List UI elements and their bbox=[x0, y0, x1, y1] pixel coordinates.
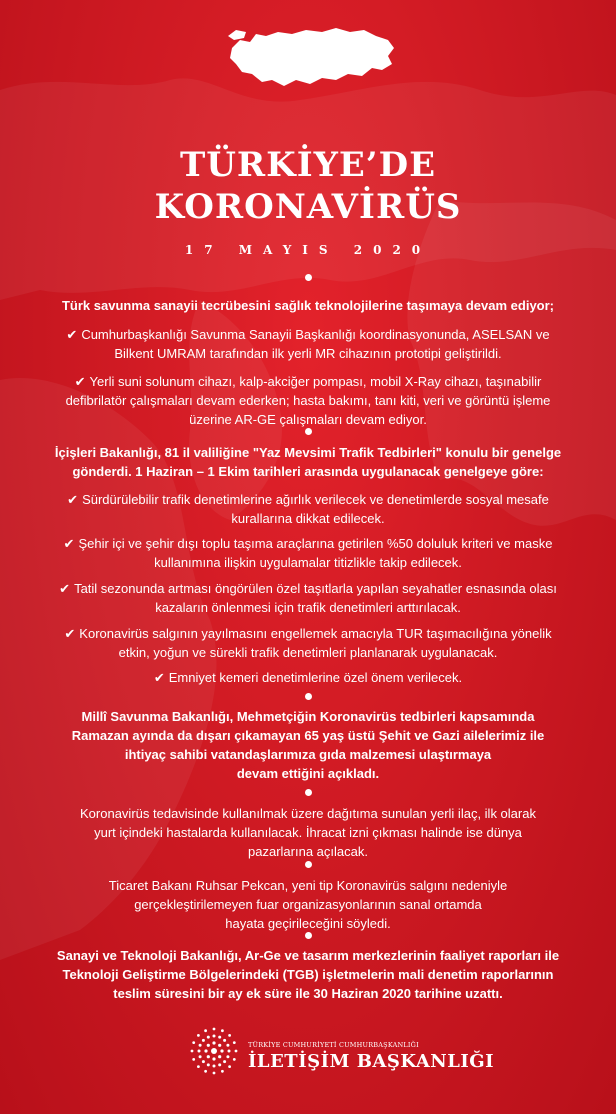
drug-line-2: yurt içindeki hastalarda kullanılacak. İhracat izni çıkması halinde ise dünya bbox=[94, 825, 522, 840]
interior-item-2 bbox=[20, 534, 596, 572]
msb-paragraph bbox=[20, 707, 596, 783]
presidency-star-emblem-icon bbox=[188, 1025, 240, 1077]
drug-line-1: Koronavirüs tedavisinde kullanılmak üzere dağıtıma sunulan yerli ilaç, ilk olarak bbox=[80, 806, 536, 821]
trade-line-3: hayata geçirileceğini söyledi. bbox=[225, 916, 391, 931]
separator-dot bbox=[305, 274, 312, 281]
defense-lead-text: Türk savunma sanayii tecrübesini sağlık teknolojilerine taşımaya devam ediyor; bbox=[61, 298, 555, 313]
defense-item-1-line-2: Bilkent UMRAM tarafından ilk yerli MR cihazının prototipi geliştirildi. bbox=[114, 346, 502, 361]
check-icon: ✔ bbox=[66, 327, 78, 342]
separator-dot bbox=[305, 693, 312, 700]
separator-dot bbox=[305, 428, 312, 435]
interior-item-1-line-2: kurallarına dikkat edilecek. bbox=[231, 511, 385, 526]
msb-line-2: Ramazan ayında da dışarı çıkamayan 65 yaş üstü Şehit ve Gazi ailelerimiz ile bbox=[71, 728, 545, 743]
org-name: İLETİŞİM BAŞKANLIĞI bbox=[248, 1051, 495, 1072]
interior-item-2-line-2: kullanımına ilişkin uygulamalar titizlikle takip edilecek. bbox=[154, 555, 462, 570]
interior-lead bbox=[20, 443, 596, 481]
interior-lead-line-1: İçişleri Bakanlığı, 81 il valiliğine "Yaz Mevsimi Trafik Tedbirleri" konulu bir genelge bbox=[54, 445, 562, 460]
check-icon: ✔ bbox=[59, 581, 71, 596]
defense-item-2-line-2: defibrilatör çalışmaları devam ederken; hasta bakımı, tanı kiti, veri ve görüntü işleme bbox=[65, 393, 551, 408]
interior-item-1-line-1: Sürdürülebilir trafik denetimlerine ağırlık verilecek ve denetimlerde sosyal mesafe bbox=[82, 492, 549, 507]
industry-line-3: teslim süresini bir ay ek süre ile 30 Haziran 2020 tarihine uzattı. bbox=[113, 986, 503, 1001]
footer-logo bbox=[188, 1025, 495, 1083]
interior-item-4-line-2: etkin, yoğun ve sürekli trafik denetimleri planlanarak uygulanacak. bbox=[118, 645, 498, 660]
interior-lead-line-2: gönderdi. 1 Haziran – 1 Ekim tarihleri arasında uygulanacak genelgeye göre: bbox=[72, 464, 544, 479]
drug-paragraph bbox=[20, 804, 596, 861]
defense-item-1 bbox=[20, 325, 596, 363]
defense-item-2-line-3: üzerine AR-GE çalışmaları devam ediyor. bbox=[189, 412, 427, 427]
title-line-1: TÜRKİYE’DE bbox=[179, 145, 437, 185]
interior-item-3-line-2: kazaların önlenmesi için trafik denetimleri arttırılacak. bbox=[155, 600, 461, 615]
separator-dot bbox=[305, 861, 312, 868]
interior-item-5-line-1: Emniyet kemeri denetimlerine özel önem verilecek. bbox=[168, 670, 463, 685]
interior-item-3 bbox=[20, 579, 596, 617]
check-icon: ✔ bbox=[63, 536, 75, 551]
date-label: 17 MAYIS 2020 bbox=[184, 243, 432, 257]
trade-paragraph bbox=[20, 876, 596, 933]
industry-line-2: Teknoloji Geliştirme Bölgelerindeki (TGB) işletmelerin mali denetim raporlarının bbox=[62, 967, 554, 982]
interior-item-2-line-1: Şehir içi ve şehir dışı toplu taşıma araçlarına getirilen %50 doluluk kriteri ve maske bbox=[78, 536, 553, 551]
interior-item-4 bbox=[20, 624, 596, 662]
interior-item-3-line-1: Tatil sezonunda artması öngörülen özel taşıtlarla yapılan seyahatler esnasında olası bbox=[74, 581, 557, 596]
separator-dot bbox=[305, 789, 312, 796]
interior-item-1 bbox=[20, 490, 596, 528]
industry-line-1: Sanayi ve Teknoloji Bakanlığı, Ar-Ge ve tasarım merkezlerinin faaliyet raporları ile bbox=[56, 948, 560, 963]
drug-line-3: pazarlarına açılacak. bbox=[248, 844, 368, 859]
trade-line-1: Ticaret Bakanı Ruhsar Pekcan, yeni tip Koronavirüs salgını nedeniyle bbox=[108, 878, 508, 893]
check-icon: ✔ bbox=[67, 492, 79, 507]
interior-item-4-line-1: Koronavirüs salgının yayılmasını engellemek amacıyla TUR taşımacılığına yönelik bbox=[79, 626, 552, 641]
msb-line-4: devam ettiğini açıkladı. bbox=[236, 766, 380, 781]
title-line-2: KORONAVİRÜS bbox=[154, 187, 462, 227]
check-icon: ✔ bbox=[74, 374, 86, 389]
industry-paragraph bbox=[20, 946, 596, 1003]
defense-lead bbox=[20, 296, 596, 315]
turkey-map-icon bbox=[226, 18, 396, 93]
defense-item-1-line-1: Cumhurbaşkanlığı Savunma Sanayii Başkanlığı koordinasyonunda, ASELSAN ve bbox=[81, 327, 550, 342]
check-icon: ✔ bbox=[64, 626, 76, 641]
separator-dot bbox=[305, 932, 312, 939]
msb-line-1: Millî Savunma Bakanlığı, Mehmetçiğin Koronavirüs tedbirleri kapsamında bbox=[81, 709, 535, 724]
trade-line-2: gerçekleştirilemeyen fuar organizasyonlarının sanal ortamda bbox=[134, 897, 482, 912]
org-parent-name: TÜRKİYE CUMHURİYETİ CUMHURBAŞKANLIĞI bbox=[248, 1041, 419, 1049]
msb-line-3: ihtiyaç sahibi vatandaşlarımıza gıda malzemesi ulaştırmaya bbox=[124, 747, 492, 762]
defense-item-2-line-1: Yerli suni solunum cihazı, kalp-akciğer pompası, mobil X-Ray cihazı, taşınabilir bbox=[89, 374, 542, 389]
check-icon: ✔ bbox=[153, 670, 165, 685]
defense-item-2 bbox=[20, 372, 596, 429]
interior-item-5 bbox=[20, 668, 596, 687]
